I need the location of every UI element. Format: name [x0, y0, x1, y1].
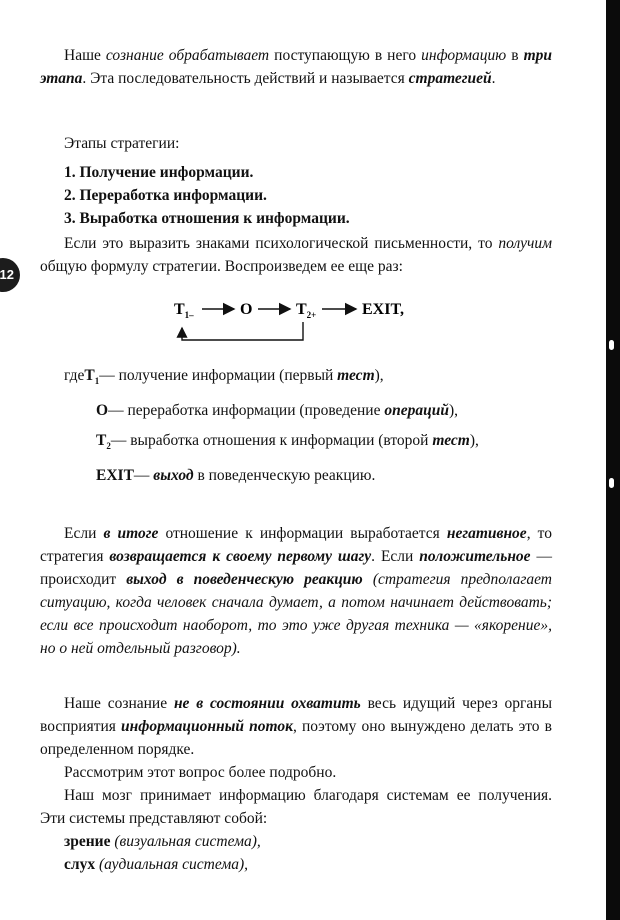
formula-t2: $T_{2+}$	[296, 301, 317, 320]
formula-intro-paragraph	[40, 232, 552, 278]
text-run-italic: сознание обрабатывает	[105, 47, 270, 64]
def-key: $T_1$	[84, 367, 100, 386]
page-edge-shadow	[606, 0, 620, 920]
definition-t1	[64, 364, 554, 393]
stages-list	[40, 161, 552, 230]
formula-t1: $T_{1-}$	[174, 301, 194, 320]
text-run-bold-italic: три этапа	[40, 47, 552, 87]
text-run: Если это выразить знаками психологической письменности, то	[64, 235, 499, 252]
def-text: — выработка отношения к информации (второй тест),	[110, 432, 479, 449]
definition-t2	[64, 429, 554, 458]
def-key: O	[96, 402, 109, 419]
formula-exit: EXIT,	[362, 301, 404, 318]
text-run-italic: получим	[498, 235, 552, 252]
where-label: где	[64, 367, 85, 384]
definition-exit	[64, 464, 554, 488]
stage-item: 1. Получение информации.	[64, 164, 254, 181]
text-run: . Эта последовательность действий и называется	[82, 70, 409, 87]
consider-paragraph: Рассмотрим этот вопрос более подробно.	[64, 764, 337, 781]
outcome-paragraph: Если в итоге отношение к информации выработается негативное, то стратегия возвращается к своему первому шагу. Если положительное — происходит выход в поведенческую реакцию (стратегия предполагает ситуацию, когда человек сначала думает, а потом начинает действовать; если все происходит наоборот, то это уже другая техника — «якорение», но о ней отдельный разговор).	[40, 525, 552, 657]
consciousness-paragraph-block	[40, 692, 552, 876]
edge-mark	[609, 478, 614, 488]
brain-paragraph: Наш мозг принимает информацию благодаря системам ее получения. Эти системы представляют собой:	[40, 787, 552, 827]
feedback-arrow	[182, 322, 303, 340]
intro-paragraph-block	[40, 44, 552, 90]
text-run: общую формулу стратегии. Воспроизведем ее еще раз:	[40, 258, 403, 275]
formula-diagram	[172, 296, 432, 348]
def-text: — выход в поведенческую реакцию.	[133, 467, 376, 484]
text-run: в	[506, 47, 524, 64]
intro-paragraph	[40, 44, 552, 90]
text-run: поступающую в него	[269, 47, 422, 64]
system-item-hearing: слух (аудиальная система),	[64, 856, 249, 873]
stage-item: 3. Выработка отношения к информации.	[64, 210, 350, 227]
formula-intro-block	[40, 232, 552, 278]
def-key: $T_2$	[96, 432, 111, 451]
edge-mark	[609, 340, 614, 350]
definitions-list	[64, 364, 554, 488]
text-run-bold-italic: стратегией	[408, 70, 492, 87]
system-item-vision: зрение (визуальная система),	[64, 833, 261, 850]
strategy-formula	[172, 296, 432, 348]
outcome-paragraph-block	[40, 522, 552, 660]
def-text: — переработка информации (проведение операций),	[108, 402, 459, 419]
def-text: — получение информации (первый тест),	[99, 367, 384, 384]
formula-o: O	[240, 301, 253, 318]
def-key: EXIT	[96, 467, 134, 484]
text-run: .	[491, 70, 496, 87]
text-run-italic: информацию	[421, 47, 507, 64]
definition-o	[64, 399, 554, 423]
page-number-badge: 12	[0, 258, 20, 292]
stages-heading: Этапы стратегии:	[64, 135, 180, 152]
stage-item: 2. Переработка информации.	[64, 187, 267, 204]
text-run: Наше	[64, 47, 106, 64]
consciousness-paragraph: Наше сознание не в состоянии охватить весь идущий через органы восприятия информационный поток, поэтому оно вынуждено делать это в определенном порядке.	[40, 695, 552, 758]
stages-block	[40, 132, 552, 230]
